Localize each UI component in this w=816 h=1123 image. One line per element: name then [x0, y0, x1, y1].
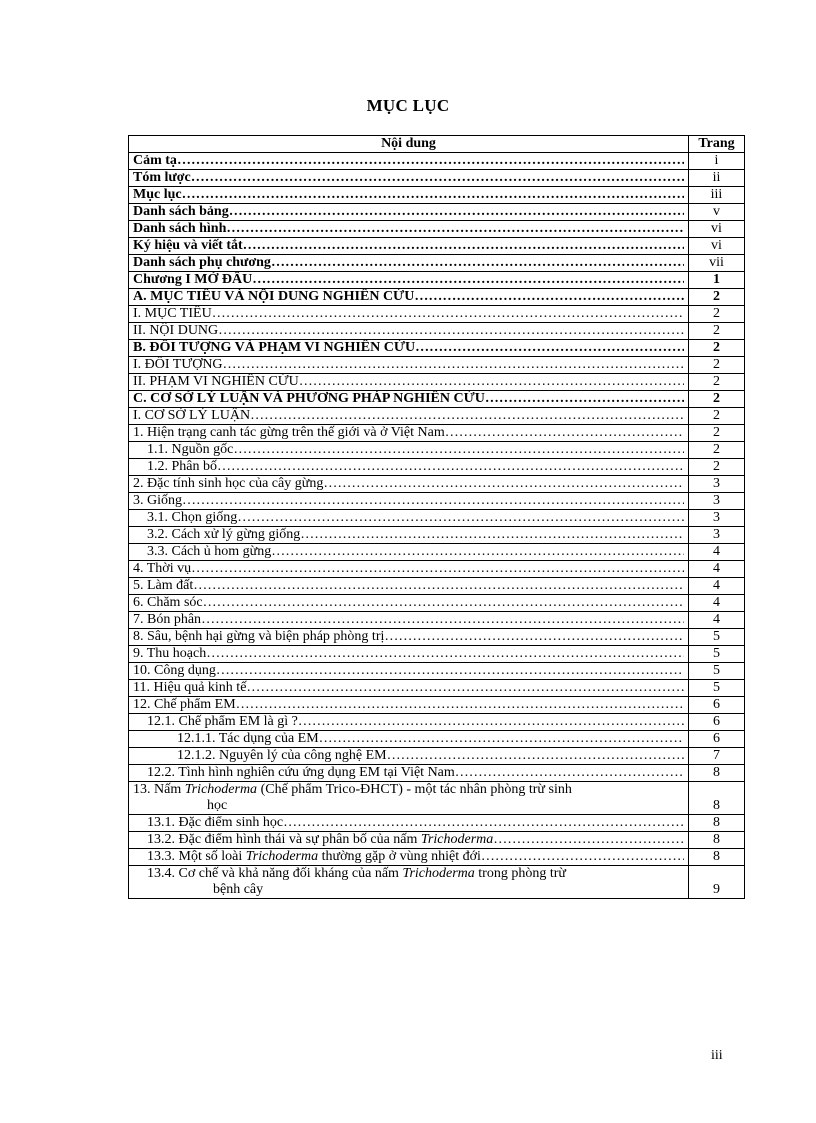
table-row	[129, 493, 745, 510]
table-row	[129, 374, 745, 391]
toc-entry-text: 5. Làm đất	[133, 578, 194, 593]
toc-entry-text: II. PHẠM VI NGHIÊN CỨU	[133, 374, 299, 389]
toc-entry-page: 2	[689, 442, 745, 459]
table-row	[129, 697, 745, 714]
toc-entry-continuation: bệnh cây	[213, 882, 264, 897]
toc-entry-page: ii	[689, 170, 745, 187]
table-row	[129, 680, 745, 697]
toc-entry-page: 7	[689, 748, 745, 765]
table-row	[129, 748, 745, 765]
toc-entry-page: 8	[689, 832, 745, 849]
table-row	[129, 170, 745, 187]
table-row	[129, 408, 745, 425]
toc-entry-text: 6. Chăm sóc	[133, 595, 203, 610]
toc-entry-page: 9	[689, 866, 745, 899]
toc-entry-text: B. ĐỐI TƯỢNG VÀ PHẠM VI NGHIÊN CỨU	[133, 340, 416, 355]
toc-entry-page: 5	[689, 663, 745, 680]
toc-entry-page: 2	[689, 391, 745, 408]
table-row	[129, 442, 745, 459]
table-row	[129, 731, 745, 748]
toc-entry-text: C. CƠ SỞ LÝ LUẬN VÀ PHƯƠNG PHÁP NGHIÊN CỨU	[133, 391, 485, 406]
toc-entry-page: 3	[689, 527, 745, 544]
toc-entry-text: (Chế phẩm Trico-ĐHCT) - một tác nhân phòng trừ sinh	[257, 782, 572, 797]
header-page: Trang	[689, 136, 745, 153]
toc-entry-text: I. MỤC TIÊU	[133, 306, 212, 321]
table-row	[129, 595, 745, 612]
page-number: iii	[711, 1048, 723, 1063]
toc-entry-page: 2	[689, 425, 745, 442]
table-row	[129, 866, 745, 899]
toc-entry-page: 5	[689, 629, 745, 646]
table-row	[129, 272, 745, 289]
toc-entry-text: 13. Nấm	[133, 782, 185, 797]
toc-entry-italic: Trichoderma	[420, 832, 494, 847]
table-row	[129, 815, 745, 832]
table-row	[129, 221, 745, 238]
toc-entry-page: 4	[689, 578, 745, 595]
toc-entry-page: vi	[689, 221, 745, 238]
toc-entry-page: 2	[689, 408, 745, 425]
toc-entry-page: 8	[689, 782, 745, 815]
table-row	[129, 832, 745, 849]
toc-entry-page: 2	[689, 340, 745, 357]
table-row	[129, 204, 745, 221]
toc-entry-page: 2	[689, 289, 745, 306]
table-row	[129, 849, 745, 866]
table-row	[129, 425, 745, 442]
toc-entry-text: 7. Bón phân	[133, 612, 202, 627]
toc-entry-text: 1.2. Phân bố	[147, 459, 217, 474]
table-row	[129, 323, 745, 340]
toc-entry-text: 13.1. Đặc điểm sinh học	[147, 815, 284, 830]
table-row	[129, 612, 745, 629]
toc-entry-page: 4	[689, 595, 745, 612]
toc-entry-page: 6	[689, 714, 745, 731]
table-row	[129, 153, 745, 170]
toc-entry-page: v	[689, 204, 745, 221]
toc-entry-text: Mục lục	[133, 187, 182, 202]
table-row	[129, 765, 745, 782]
toc-entry-page: 8	[689, 765, 745, 782]
table-row	[129, 391, 745, 408]
toc-entry-page: i	[689, 153, 745, 170]
header-content: Nội dung	[129, 136, 689, 153]
table-row	[129, 646, 745, 663]
toc-entry-text: Tóm lược	[133, 170, 191, 185]
toc-entry-page: 6	[689, 731, 745, 748]
toc-entry-text: 12.1.2. Nguyên lý của công nghệ EM	[177, 748, 387, 763]
toc-entry-continuation: học	[207, 798, 228, 813]
toc-entry-page: iii	[689, 187, 745, 204]
toc-entry-text: 11. Hiệu quả kinh tế	[133, 680, 247, 695]
toc-entry-text: 4. Thời vụ	[133, 561, 192, 576]
toc-entry-page: 2	[689, 374, 745, 391]
table-row	[129, 714, 745, 731]
toc-entry-page: 4	[689, 612, 745, 629]
toc-entry-page: 4	[689, 561, 745, 578]
toc-entry-text: II. NỘI DUNG	[133, 323, 219, 338]
toc-entry-text: 12.1.1. Tác dụng của EM	[177, 731, 319, 746]
toc-entry-page: 8	[689, 849, 745, 866]
table-row	[129, 629, 745, 646]
toc-entry-page: 3	[689, 476, 745, 493]
table-row	[129, 289, 745, 306]
toc-entry-text: Danh sách hình	[133, 221, 227, 236]
toc-entry-page: 8	[689, 815, 745, 832]
table-row	[129, 476, 745, 493]
toc-entry-italic: Trichoderma	[245, 849, 319, 864]
toc-entry-page: 3	[689, 493, 745, 510]
toc-entry-text: Cảm tạ	[133, 153, 177, 168]
table-row	[129, 510, 745, 527]
toc-entry-page: 1	[689, 272, 745, 289]
toc-entry-text: A. MỤC TIÊU VÀ NỘI DUNG NGHIÊN CỨU	[133, 289, 415, 304]
toc-entry-page: 5	[689, 646, 745, 663]
toc-entry-text: 1. Hiện trạng canh tác gừng trên thế giới và ở Việt Nam	[133, 425, 445, 440]
toc-entry-text: 3. Giống	[133, 493, 182, 508]
toc-entry-page: 2	[689, 357, 745, 374]
toc-entry-page: 2	[689, 306, 745, 323]
toc-entry-text: 12. Chế phẩm EM	[133, 697, 236, 712]
table-row	[129, 782, 745, 815]
toc-entry-text: I. CƠ SỞ LÝ LUẬN	[133, 408, 251, 423]
table-row	[129, 459, 745, 476]
toc-entry-text: Danh sách phụ chương	[133, 255, 271, 270]
toc-entry-italic: Trichoderma	[402, 866, 475, 881]
toc-entry-text: Ký hiệu và viết tắt	[133, 238, 243, 253]
table-row	[129, 187, 745, 204]
toc-entry-page: 5	[689, 680, 745, 697]
toc-entry-text: Danh sách bảng	[133, 204, 229, 219]
toc-header-row	[129, 136, 745, 153]
toc-entry-page: vii	[689, 255, 745, 272]
toc-entry-page: vi	[689, 238, 745, 255]
table-row	[129, 544, 745, 561]
toc-entry-text: 12.1. Chế phẩm EM là gì ?	[147, 714, 298, 729]
toc-entry-text: 10. Công dụng	[133, 663, 216, 678]
table-row	[129, 663, 745, 680]
table-row	[129, 306, 745, 323]
table-row	[129, 357, 745, 374]
toc-entry-page: 2	[689, 459, 745, 476]
toc-entry-text: 13.4. Cơ chế và khả năng đối kháng của nấm	[147, 866, 403, 881]
toc-entry-text: 3.1. Chọn giống	[147, 510, 238, 525]
toc-entry-text: 1.1. Nguồn gốc	[147, 442, 234, 457]
toc-entry-text: 3.3. Cách ủ hom gừng	[147, 544, 272, 559]
table-row	[129, 561, 745, 578]
toc-entry-text: 13.3. Một số loài	[147, 849, 246, 864]
toc-entry-text: 3.2. Cách xử lý gừng giống	[147, 527, 301, 542]
table-row	[129, 527, 745, 544]
page-title: MỤC LỤC	[366, 96, 450, 115]
table-row	[129, 340, 745, 357]
toc-entry-italic: Trichoderma	[184, 782, 258, 797]
toc-entry-text: trong phòng trừ	[474, 866, 566, 881]
toc-entry-page: 4	[689, 544, 745, 561]
table-row	[129, 255, 745, 272]
toc-entry-page: 2	[689, 323, 745, 340]
toc-entry-text: 12.2. Tình hình nghiên cứu ứng dụng EM tại Việt Nam	[147, 765, 455, 780]
toc-entry-text: thường gặp ở vùng nhiệt đới	[318, 849, 481, 864]
toc-entry-page: 6	[689, 697, 745, 714]
toc-entry-text: 8. Sâu, bệnh hại gừng và biện pháp phòng trị	[133, 629, 385, 644]
toc-entry-text: 9. Thu hoạch	[133, 646, 207, 661]
toc-entry-text: 2. Đặc tính sinh học của cây gừng	[133, 476, 324, 491]
toc-entry-text: 13.2. Đặc điểm hình thái và sự phân bố của nấm	[147, 832, 421, 847]
toc-entry-page: 3	[689, 510, 745, 527]
table-row	[129, 578, 745, 595]
toc-table	[128, 135, 745, 899]
toc-entry-text: Chương I MỞ ĐẦU	[133, 272, 253, 287]
toc-entry-text: I. ĐỐI TƯỢNG	[133, 357, 223, 372]
table-row	[129, 238, 745, 255]
